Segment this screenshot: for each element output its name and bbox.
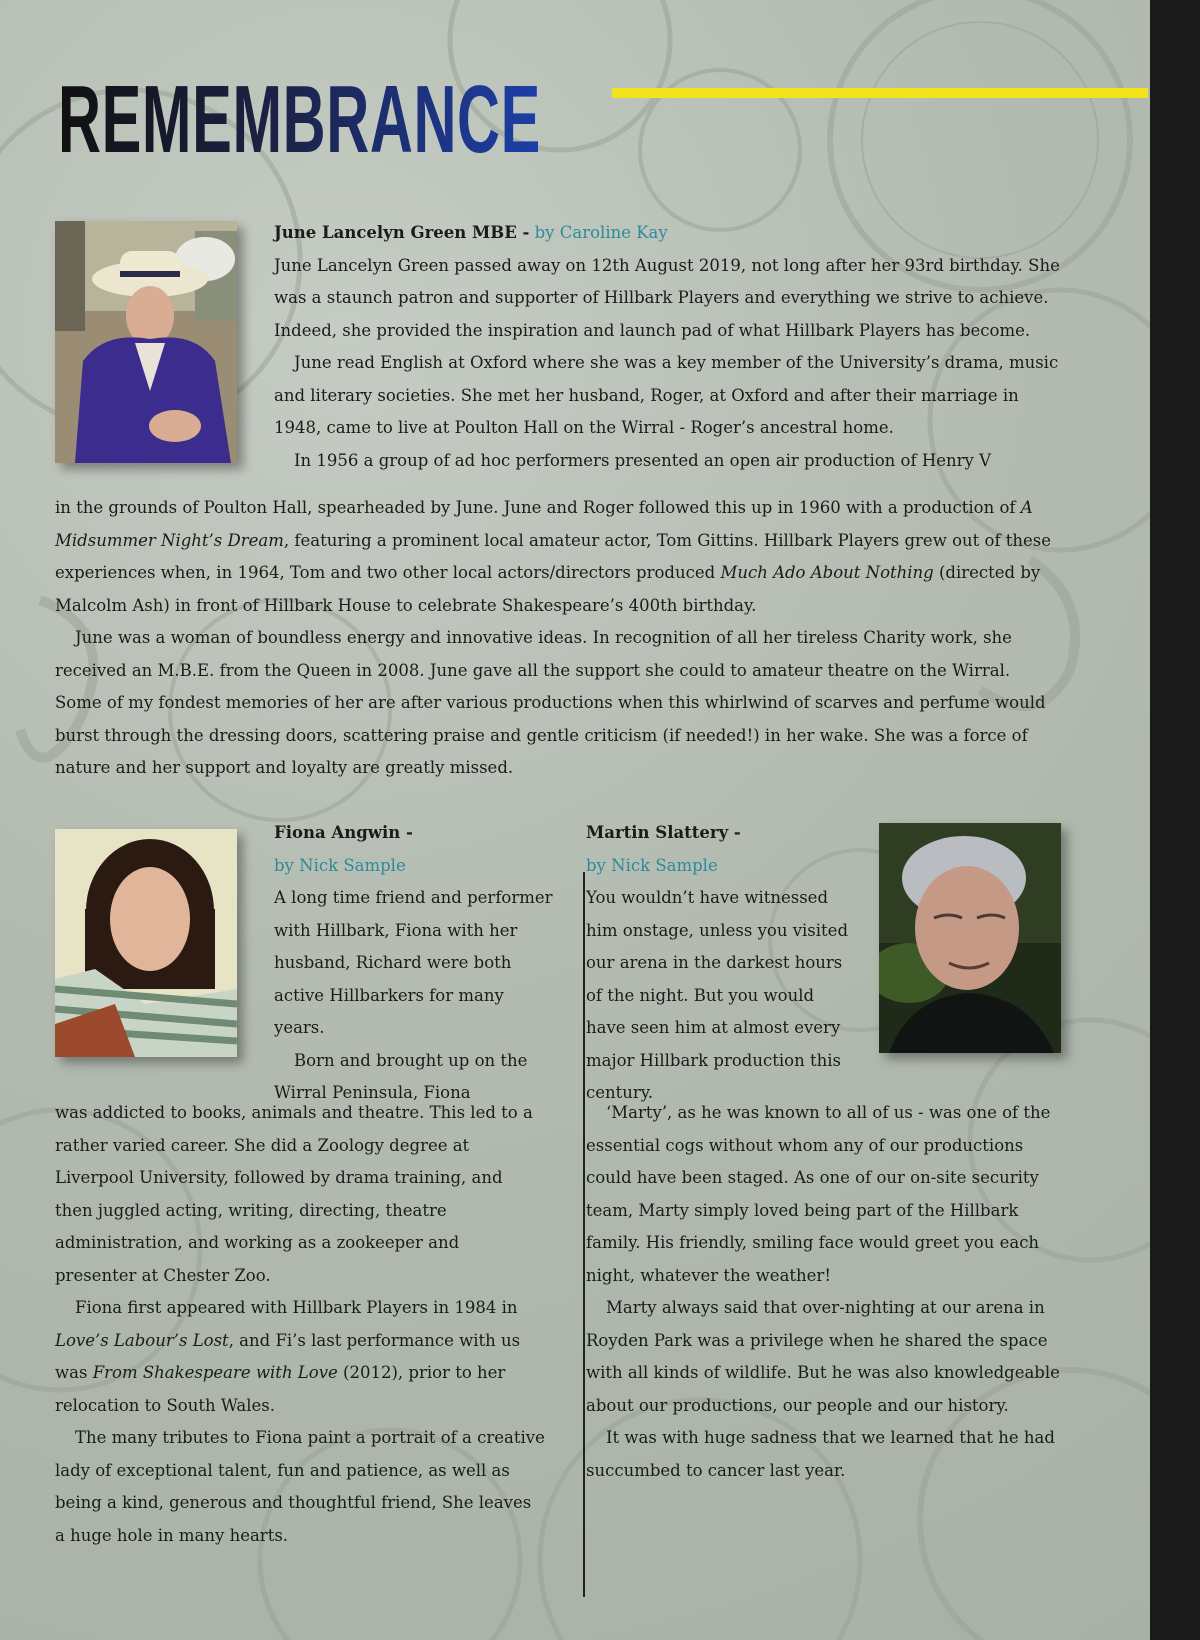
fiona-paragraph-3-text: , and Fi’s last performance with us was — [55, 1330, 521, 1382]
fiona-paragraph-4: The many tributes to Fiona paint a portrait of a creative lady of exceptional talent, fun and patience, as well as being a kind, generous and thoughtful friend, She leaves a huge hole in many hearts. — [55, 1428, 545, 1545]
june-paragraph-3-text: (directed by Malcolm Ash) in front of Hillbark House to celebrate Shakespeare’s 400th birthday. — [55, 563, 1041, 615]
martin-body — [586, 1097, 1064, 1487]
page-title: REMEMBRANCE — [58, 66, 541, 173]
june-paragraph-3-text: , featuring a prominent local amateur actor, Tom Gittins. Hillbark Players grew out of these experiences when, in 1964, Tom and two other local actors/directors produced — [55, 530, 1052, 582]
june-paragraph-2: June read English at Oxford where she was a key member of the University’s drama, music and literary societies. She met her husband, Roger, at Oxford and after their marriage in 1948, came to live at Poulton Hall on the Wirral - Roger’s ancestral home. — [274, 353, 1059, 437]
accent-rule — [612, 88, 1148, 98]
martin-paragraph-4: It was with huge sadness that we learned that he had succumbed to cancer last year. — [586, 1428, 1055, 1480]
june-paragraph-1: June Lancelyn Green passed away on 12th August 2019, not long after her 93rd birthday. She was a staunch patron and supporter of Hillbark Players and everything we strive to achieve. Indeed, she provided the inspiration and launch pad of what Hillbark Players has become. — [274, 255, 1060, 340]
june-byline: by Caroline Kay — [534, 223, 668, 242]
fiona-body — [55, 1097, 545, 1552]
martin-byline-row — [586, 850, 858, 883]
fiona-byline: by Nick Sample — [274, 855, 406, 875]
martin-paragraph-3: Marty always said that over-nighting at our arena in Royden Park was a privilege when he shared the space with all kinds of wildlife. But he was also knowledgeable about our productions, our people and our history. — [586, 1298, 1060, 1415]
fiona-paragraph-3-text: (2012), prior to her relocation to South Wales. — [55, 1363, 506, 1415]
fiona-paragraph-3 — [55, 1292, 545, 1422]
martin-name: Martin Slattery - — [586, 823, 741, 842]
june-paragraph-4: June was a woman of boundless energy and innovative ideas. In recognition of all her tireless Charity work, she received an M.B.E. from the Queen in 2008. June gave all the support she could to amateur theatre on the Wirral. Some of my fondest memories of her are after various productions when this whirlwind of scarves and perfume would burst through the dressing doors, scattering praise and gentle criticism (if needed!) in her wake. She was a force of nature and her support and loyalty are greatly missed. — [55, 628, 1046, 777]
fiona-paragraph-2: was addicted to books, animals and theatre. This led to a rather varied career. She did a Zoology degree at Liverpool University, followed by drama training, and then juggled acting, writing, directing, theatre administration, and working as a zookeeper and presenter at Chester Zoo. — [55, 1103, 533, 1285]
play-title-loves-labours-lost: Love’s Labour’s Lost — [55, 1330, 229, 1350]
june-paragraph-3-text: in the grounds of Poulton Hall, spearheaded by June. June and Roger followed this up in 1960 with a production of — [55, 498, 1021, 517]
martin-paragraph-2: ‘Marty’, as he was known to all of us - was one of the essential cogs without whom any of our productions could have been staged. As one of our on-site security team, Marty simply loved being part of the Hillbark family. His friendly, smiling face would greet you each night, whatever the weather! — [586, 1103, 1051, 1285]
martin-heading — [586, 817, 858, 850]
june-name: June Lancelyn Green MBE - — [274, 223, 530, 242]
june-paragraph-3-start: In 1956 a group of ad hoc performers presented an open air production of Henry V — [294, 450, 991, 470]
fiona-paragraph-1: A long time friend and performer with Hillbark, Fiona with her husband, Richard were both active Hillbarkers for many years. — [274, 888, 553, 1037]
june-paragraph-3 — [55, 492, 1060, 622]
fiona-name: Fiona Angwin - — [274, 823, 413, 842]
fiona-column — [274, 817, 559, 1110]
june-intro — [274, 217, 1064, 477]
fiona-paragraph-2-start: Born and brought up on the Wirral Peninsula, Fiona — [274, 1050, 528, 1102]
column-divider — [583, 872, 585, 1597]
martin-column — [586, 817, 858, 1110]
fiona-photo — [55, 829, 237, 1057]
play-title-midsummer: A Midsummer Night’s Dream — [55, 498, 1033, 550]
june-photo — [55, 221, 237, 463]
martin-byline: by Nick Sample — [586, 855, 718, 875]
june-body — [55, 492, 1060, 785]
june-heading — [274, 217, 1064, 250]
fiona-paragraph-3-text: Fiona first appeared with Hillbark Players in 1984 in — [75, 1298, 518, 1317]
fiona-heading — [274, 817, 559, 850]
martin-paragraph-1: You wouldn’t have witnessed him onstage, unless you visited our arena in the darkest hours of the night. But you would have seen him at almost every major Hillbark production this century. — [586, 888, 849, 1102]
play-title-from-shakespeare-with-love: From Shakespeare with Love — [92, 1363, 338, 1382]
martin-photo — [879, 823, 1061, 1053]
fiona-byline-row — [274, 850, 559, 883]
play-title-much-ado: Much Ado About Nothing — [720, 563, 934, 582]
